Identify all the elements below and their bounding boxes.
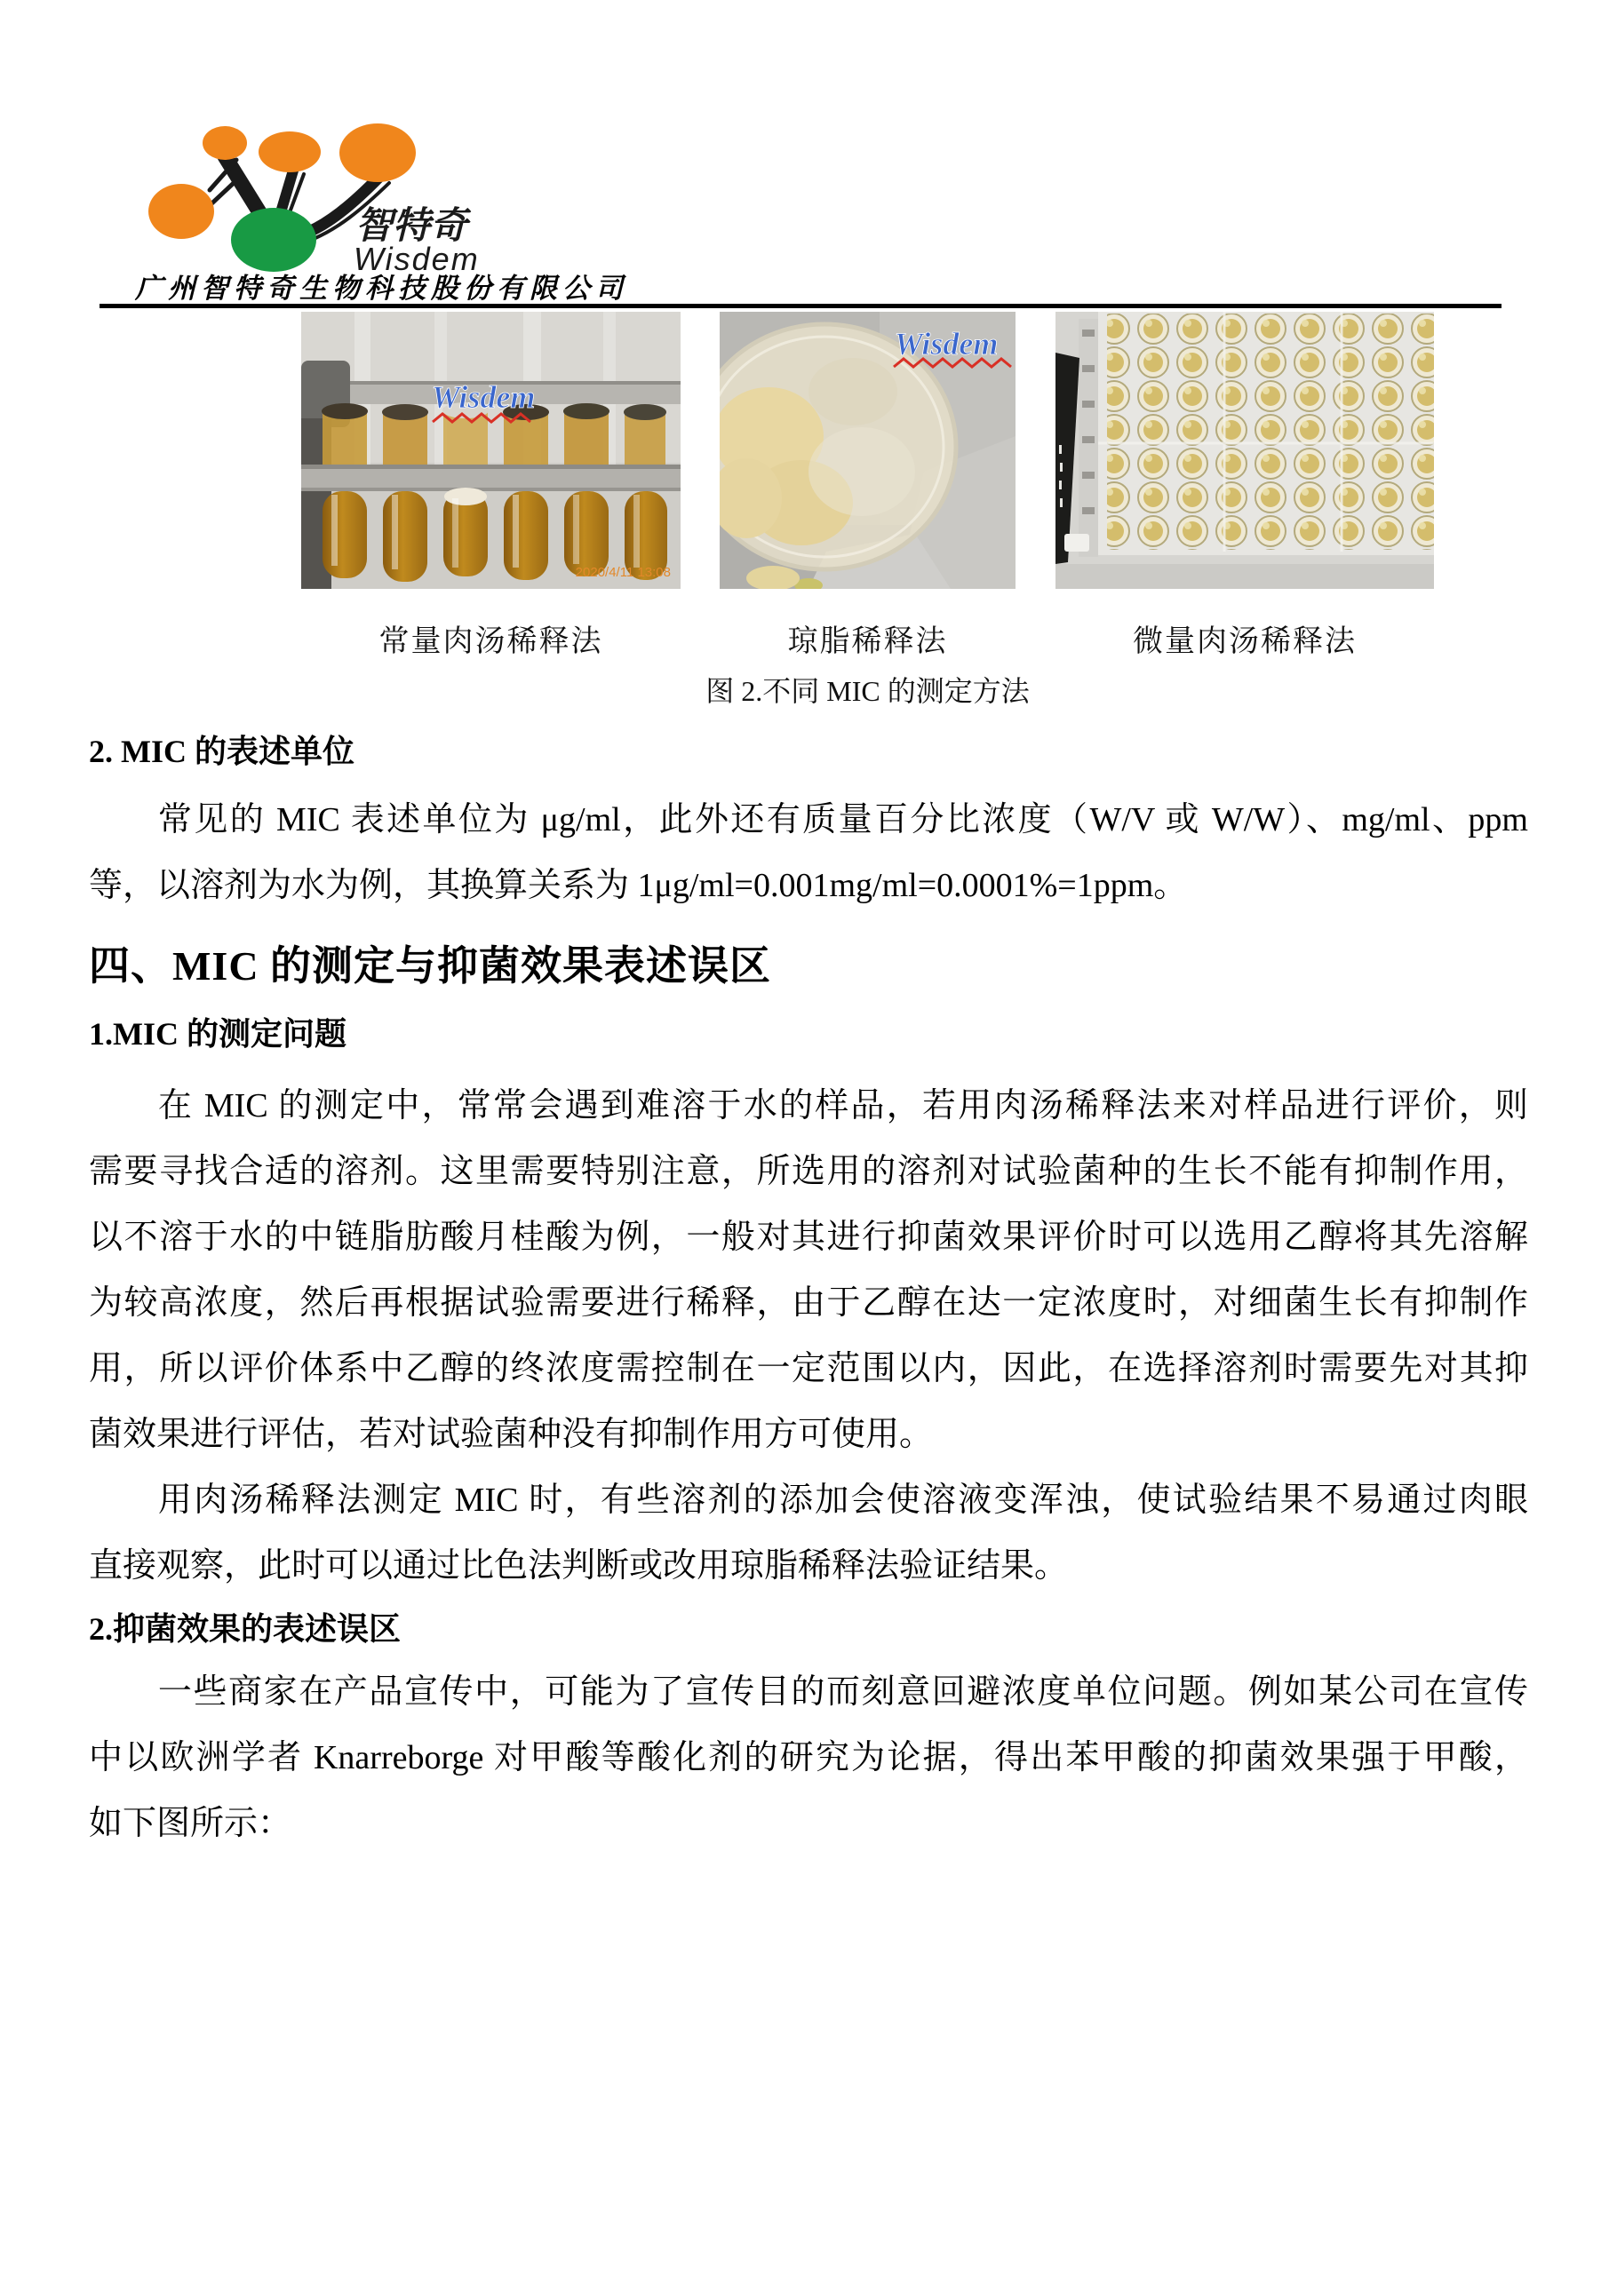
wisdem-watermark: Wisdem	[894, 326, 999, 361]
photo-agar-dilution	[720, 312, 1016, 589]
subsection-heading-expression-misconception: 2.抑菌效果的表述误区	[89, 1611, 402, 1647]
paragraph-expression-misconception	[89, 1659, 1528, 1856]
photo-caption-micro: 微量肉汤稀释法	[1133, 625, 1357, 658]
logo-node-top-small	[203, 126, 247, 160]
section-heading-mic-units: 2. MIC 的表述单位	[89, 734, 354, 769]
paragraph-mic-measurement-1	[89, 1073, 1528, 1467]
logo-node-top-right	[339, 123, 416, 182]
text-line: 常见的 MIC 表述单位为 μg/ml，此外还有质量百分比浓度（W/V 或 W/W）、mg/ml、ppm	[157, 801, 1528, 838]
logo-node-left	[148, 184, 214, 239]
figure-caption: 图 2.不同 MIC 的测定方法	[705, 675, 1030, 707]
text-line: 用肉汤稀释法测定 MIC 时，有些溶剂的添加会使溶液变浑浊，使试验结果不易通过肉眼	[157, 1482, 1528, 1519]
photo-timestamp: 2020/4/11 13:08	[575, 565, 671, 580]
text-line: 如下图所示：	[89, 1805, 292, 1842]
logo-node-green	[231, 208, 316, 272]
logo-node-top-mid	[259, 131, 321, 172]
logo-brand-cn: 智特奇	[355, 204, 468, 246]
text-line: 直接观察，此时可以通过比色法判断或改用琼脂稀释法验证结果。	[89, 1547, 1069, 1585]
paragraph-mic-units	[89, 787, 1528, 918]
company-logo	[0, 0, 569, 293]
text-line: 中以欧洲学者 Knarreborge 对甲酸等酸化剂的研究为论据，得出苯甲酸的抑菌效果强于甲酸，	[89, 1739, 1528, 1776]
text-line: 在 MIC 的测定中，常常会遇到难溶于水的样品，若用肉汤稀释法来对样品进行评价，则	[157, 1087, 1528, 1124]
photo-micro-broth-dilution	[1055, 312, 1434, 589]
text-line: 用，所以评价体系中乙醇的终浓度需控制在一定范围以内，因此，在选择溶剂时需要先对其抑	[89, 1350, 1528, 1387]
text-line: 需要寻找合适的溶剂。这里需要特别注意，所选用的溶剂对试验菌种的生长不能有抑制作用，	[89, 1153, 1528, 1190]
paragraph-mic-measurement-2	[89, 1467, 1528, 1599]
text-line: 等，以溶剂为水为例，其换算关系为 1μg/ml=0.001mg/ml=0.0001%=1ppm。	[89, 867, 1188, 904]
text-line: 以不溶于水的中链脂肪酸月桂酸为例，一般对其进行抑菌效果评价时可以选用乙醇将其先溶解	[89, 1219, 1528, 1256]
company-name: 广州智特奇生物科技股份有限公司	[135, 273, 628, 304]
photo-caption-agar: 琼脂稀释法	[787, 625, 948, 658]
photo-caption-broth: 常量肉汤稀释法	[378, 625, 603, 658]
wisdem-watermark: Wisdem	[431, 379, 536, 415]
text-line: 一些商家在产品宣传中，可能为了宣传目的而刻意回避浓度单位问题。例如某公司在宣传	[157, 1673, 1528, 1711]
text-line: 菌效果进行评估，若对试验菌种没有抑制作用方可使用。	[89, 1416, 934, 1453]
logo-brand-en: Wisdem	[354, 241, 480, 277]
photo-broth-dilution	[301, 312, 681, 589]
text-line: 为较高浓度，然后再根据试验需要进行稀释，由于乙醇在达一定浓度时，对细菌生长有抑制作	[89, 1284, 1528, 1322]
chapter-heading-misconceptions: 四、MIC 的测定与抑菌效果表述误区	[89, 943, 772, 989]
subsection-heading-mic-measurement: 1.MIC 的测定问题	[89, 1016, 346, 1052]
header-divider	[100, 304, 1502, 308]
document-body	[89, 730, 1528, 1856]
